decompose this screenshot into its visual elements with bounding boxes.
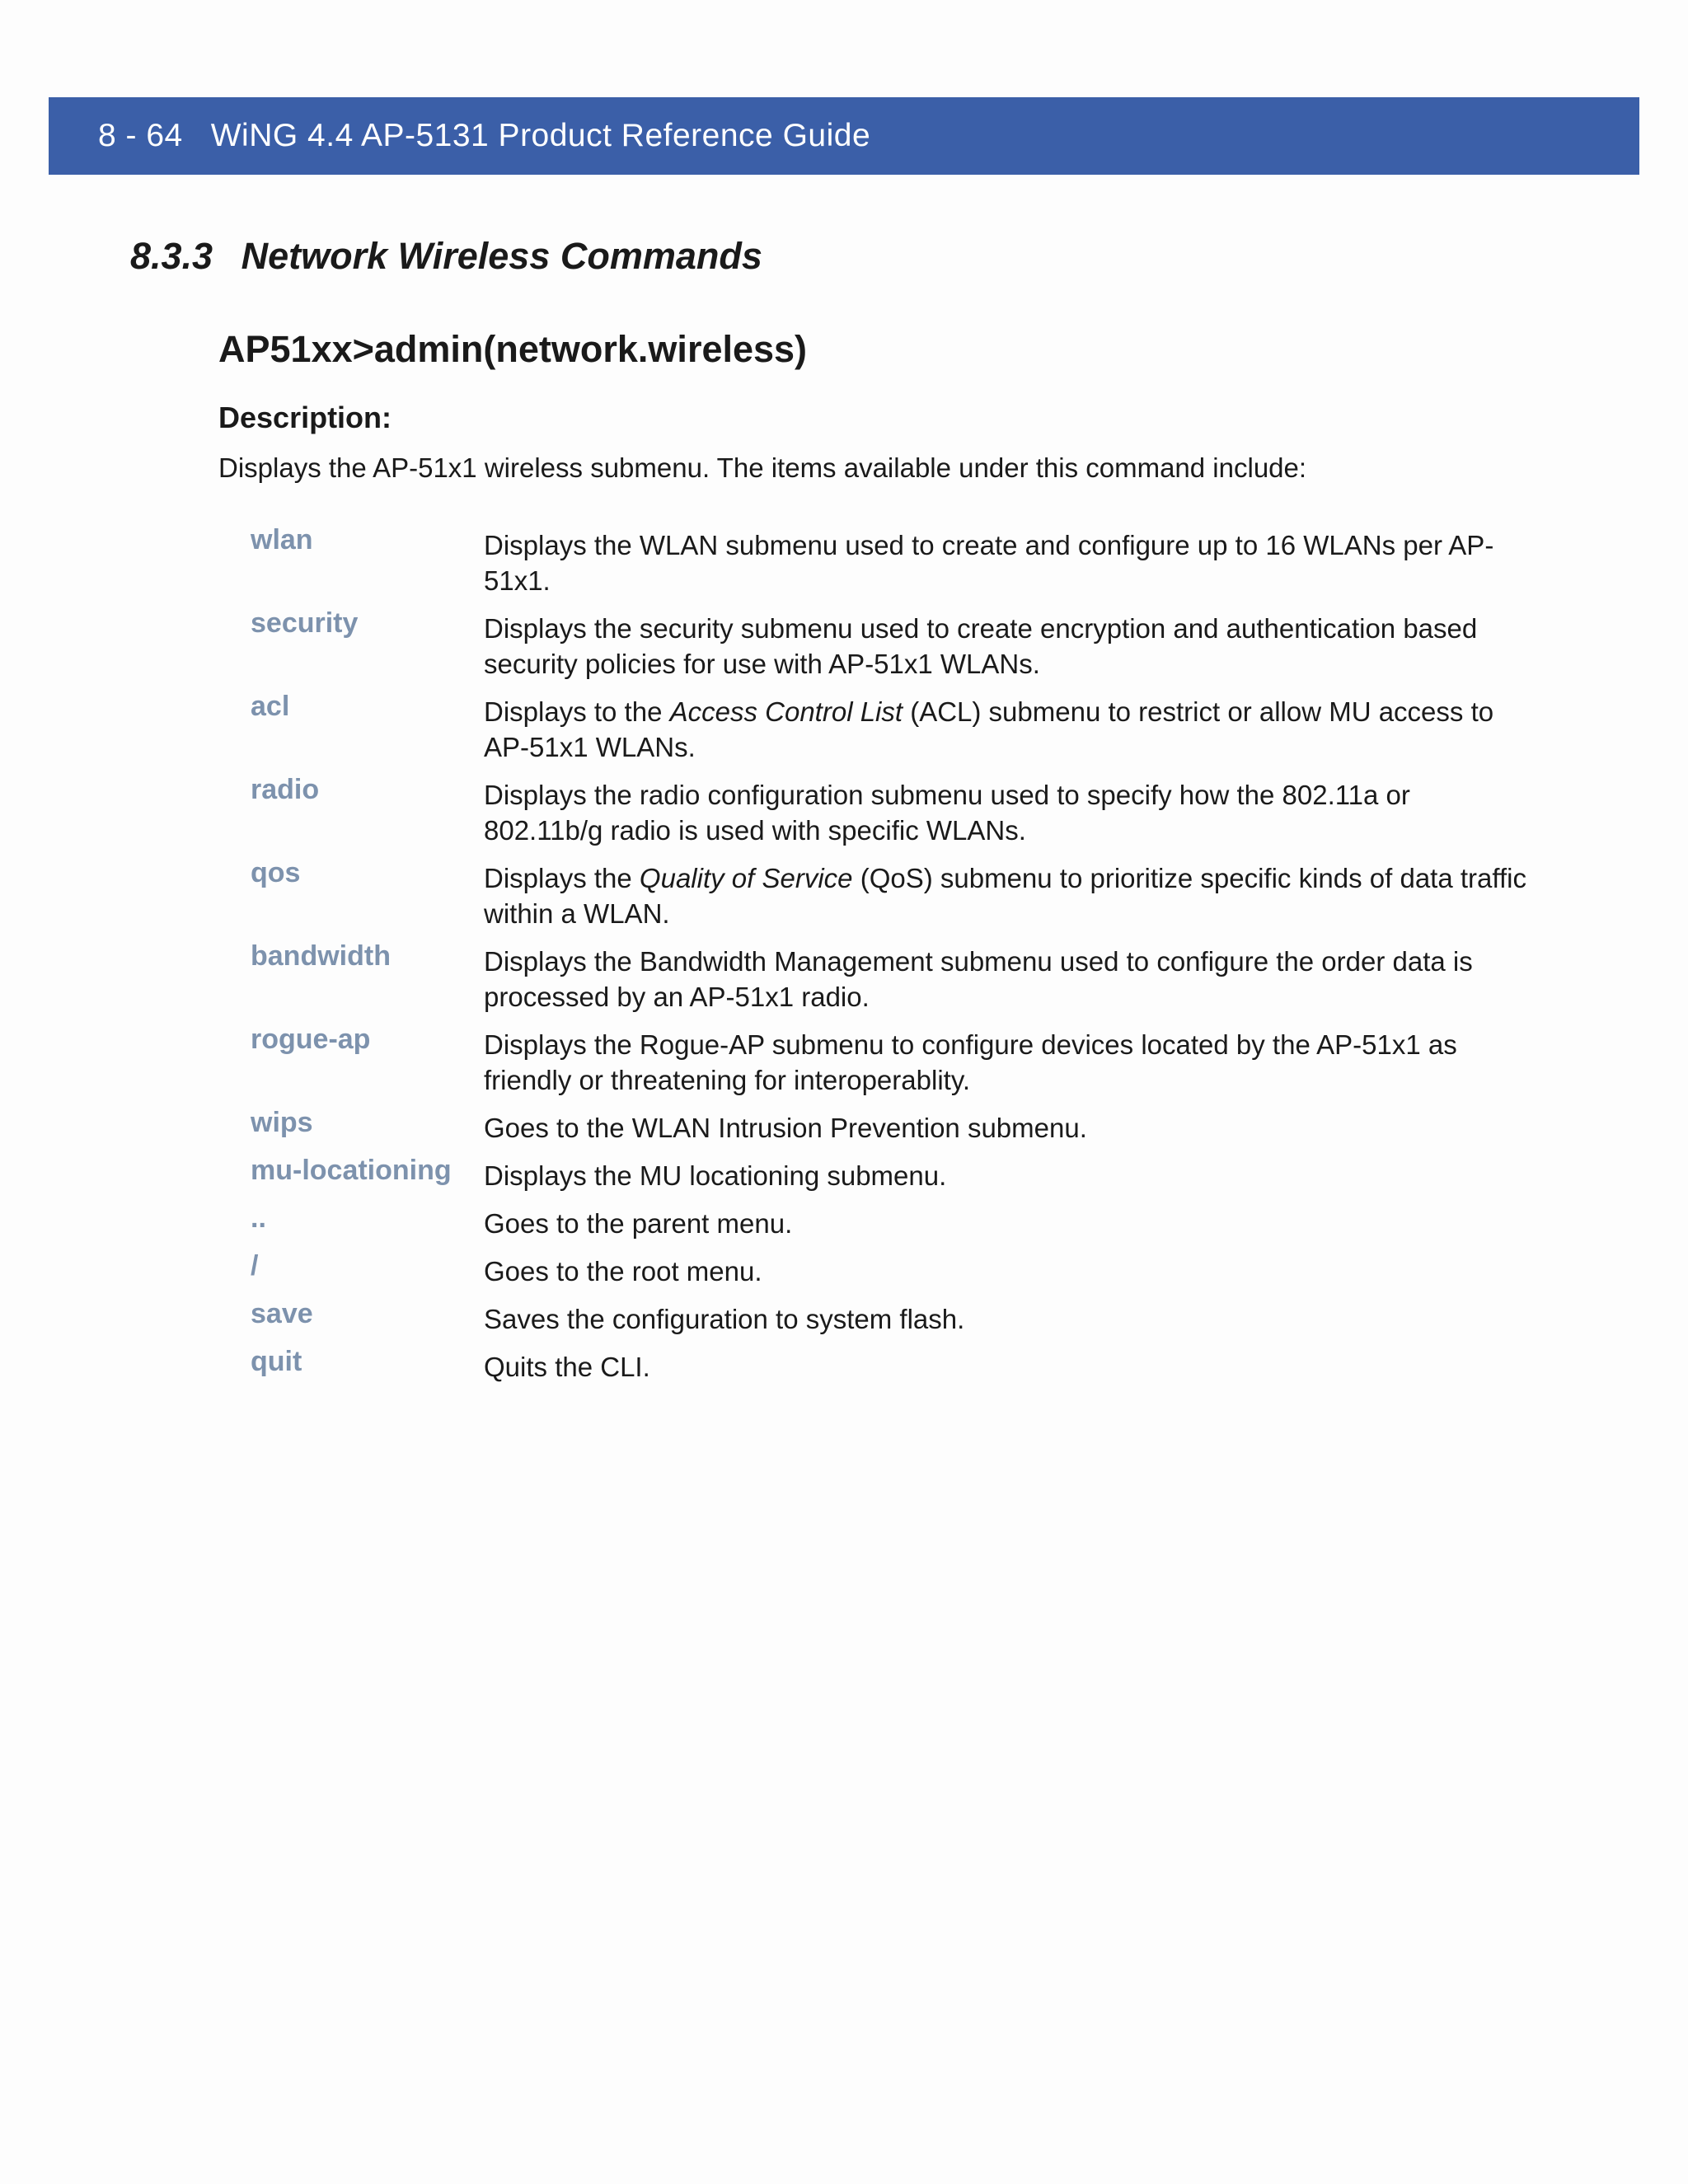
command-name: rogue-ap [251,1024,371,1055]
table-row [251,857,1536,931]
desc-text-post: (ACL) submenu to restrict or allow MU access to AP-51x1 WLANs. [484,696,1494,762]
desc-text-post: (QoS) submenu to prioritize specific kinds of data traffic within a WLAN. [484,863,1526,929]
command-name: wlan [251,524,313,555]
command-description: Displays the MU locationing submenu. [484,1160,947,1191]
command-description: Goes to the root menu. [484,1256,762,1286]
command-name: .. [251,1202,266,1234]
desc-term: Access Control List [669,696,903,727]
command-name: security [251,607,359,639]
desc-text-pre: Displays the [484,863,640,893]
command-name: mu-locationing [251,1155,452,1186]
command-description [484,860,1536,931]
command-description: Goes to the WLAN Intrusion Prevention submenu. [484,1113,1087,1143]
table-row [251,524,1536,598]
guide-title: WiNG 4.4 AP-5131 Product Reference Guide [210,118,871,153]
command-description: Displays the Rogue-AP submenu to configure devices located by the AP-51x1 as friendly or threatening for interoperablity. [484,1029,1457,1095]
command-name: bandwidth [251,940,391,972]
command-description: Displays the WLAN submenu used to create and configure up to 16 WLANs per AP-51x1. [484,530,1494,596]
table-row [251,1107,1536,1146]
command-table [251,524,1536,1397]
command-description: Quits the CLI. [484,1352,650,1382]
command-description: Displays the Bandwidth Management submenu used to configure the order data is processed by an AP-51x1 radio. [484,946,1473,1012]
command-description: Displays the security submenu used to create encryption and authentication based security policies for use with AP-51x1 WLANs. [484,613,1478,679]
section-number: 8.3.3 [130,235,213,277]
command-name: quit [251,1346,302,1377]
desc-term: Quality of Service [639,863,853,893]
table-row [251,1024,1536,1098]
command-heading: AP51xx>admin(network.wireless) [218,328,808,370]
table-row [251,1202,1536,1241]
page-number: 8 - 64 [98,118,183,153]
table-row [251,1346,1536,1385]
command-name: radio [251,774,320,805]
table-row [251,774,1536,848]
command-name: qos [251,857,301,888]
command-name: save [251,1298,313,1329]
table-row [251,1155,1536,1193]
command-description: Saves the configuration to system flash. [484,1304,965,1334]
page-header [49,97,1639,175]
command-description: Goes to the parent menu. [484,1208,793,1239]
command-description: Displays the radio configuration submenu used to specify how the 802.11a or 802.11b/g radio is used with specific WLANs. [484,780,1410,846]
description-label: Description: [218,401,392,434]
table-row [251,607,1536,682]
table-row [251,940,1536,1015]
command-name: acl [251,691,290,722]
command-name: wips [251,1107,313,1138]
command-description [484,694,1536,765]
table-row [251,691,1536,765]
section-heading [130,235,762,278]
section-title: Network Wireless Commands [241,235,762,277]
desc-text-pre: Displays to the [484,696,670,727]
table-row [251,1250,1536,1289]
description-text: Displays the AP-51x1 wireless submenu. The items available under this command include: [218,452,1307,483]
command-name: / [251,1250,259,1282]
table-row [251,1298,1536,1337]
